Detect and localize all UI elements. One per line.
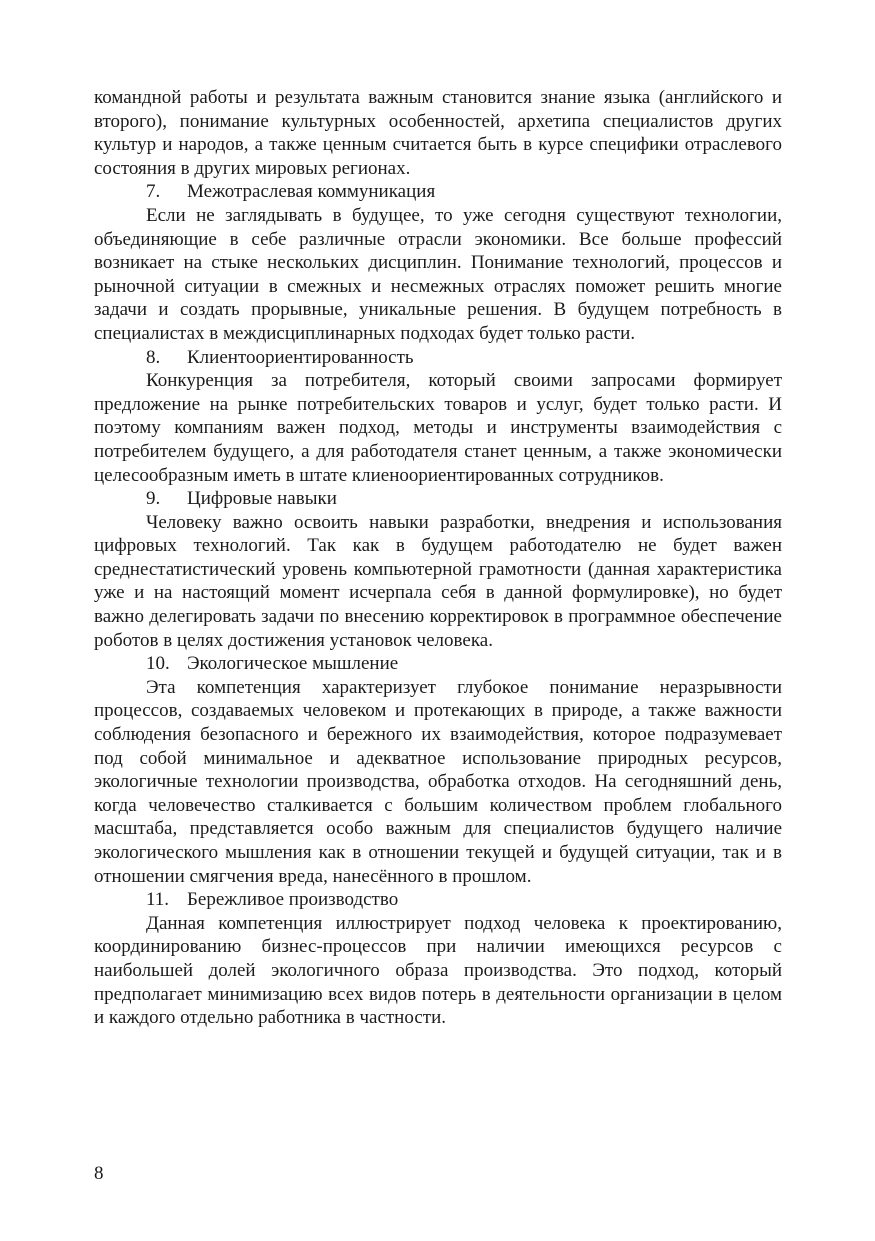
section-number: 11. (146, 889, 170, 911)
section-title: Межотраслевая коммуникация (187, 181, 436, 203)
section-heading-10 (94, 652, 782, 676)
section-number: 7. (146, 181, 161, 203)
section-title: Бережливое производство (187, 889, 399, 911)
section-number: 10. (146, 653, 170, 675)
section-heading-11 (94, 888, 782, 912)
section-paragraph-9: Человеку важно освоить навыки разработки, внедрения и использования цифровых технологий. Так как в будущем работодателю не будет важен среднестатистический уровень компьютерной грамотности (данная характеристика уже и на настоящий момент исчерпала себя в данной формулировке), но будет важно делегировать задачи по внесению корректировок в программное обеспечение роботов в целях достижения установок человека. (94, 511, 782, 651)
section-heading-8 (94, 346, 782, 370)
section-paragraph-7: Если не заглядывать в будущее, то уже сегодня существуют технологии, объединяющие в себе различные отрасли экономики. Все больше профессий возникает на стыке нескольких дисциплин. Понимание технологий, процессов и рыночной ситуации в смежных и несмежных отраслях поможет решить многие задачи и создать прорывные, уникальные решения. В будущем потребность в специалистах в междисциплинарных подходах будет только расти. (94, 204, 782, 344)
page-number: 8 (94, 1163, 104, 1184)
section-title: Экологическое мышление (187, 653, 399, 675)
section-paragraph-10: Эта компетенция характеризует глубокое понимание неразрывности процессов, создаваемых человеком и протекающих в природе, а также важности соблюдения безопасного и бережного их взаимодействия, которое подразумевает под собой минимальное и адекватное использование природных ресурсов, экологичные технологии производства, обработка отходов. На сегодняшний день, когда человечество сталкивается с большим количеством проблем глобального масштаба, представляется особо важным для специалистов будущего наличие экологического мышления как в отношении текущей и будущей ситуации, так и в отношении смягчения вреда, нанесённого в прошлом. (94, 676, 782, 887)
section-heading-9 (94, 487, 782, 511)
intro-paragraph: командной работы и результата важным становится знание языка (английского и второго), понимание культурных особенностей, архетипа специалистов других культур и народов, а также ценным считается быть в курсе специфики отраслевого состояния в других мировых регионах. (94, 87, 782, 179)
section-title: Клиентоориентированность (187, 346, 414, 368)
section-number: 8. (146, 346, 161, 368)
text-column (94, 86, 782, 1030)
section-paragraph-11: Данная компетенция иллюстрирует подход человека к проектированию, координированию бизнес-процессов при наличии имеющихся ресурсов с наибольшей долей экологичного образа производства. Это подход, который предполагает минимизацию всех видов потерь в деятельности организации в целом и каждого отдельно работника в частности. (94, 912, 782, 1029)
section-heading-7 (94, 180, 782, 204)
section-number: 9. (146, 488, 161, 510)
section-paragraph-8: Конкуренция за потребителя, который своими запросами формирует предложение на рынке потребительских товаров и услуг, будет только расти. И поэтому компаниям важен подход, методы и инструменты взаимодействия с потребителем будущего, а для работодателя станет ценным, а также экономически целесообразным иметь в штате клиеноориентированных сотрудников. (94, 370, 782, 486)
section-title: Цифровые навыки (187, 488, 337, 510)
